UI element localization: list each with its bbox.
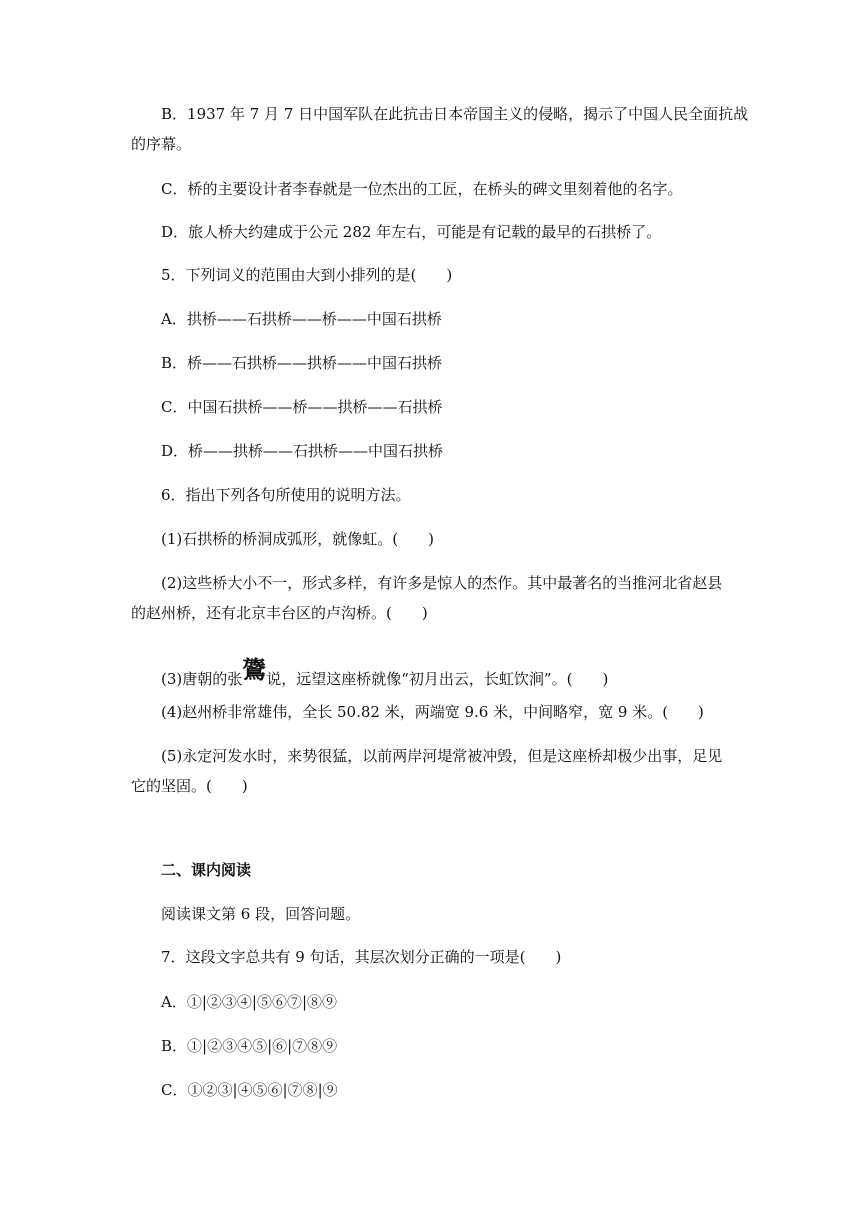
q5-option-b: B．桥——石拱桥——拱桥——中国石拱桥 xyxy=(161,354,443,372)
q6-item-4: (4)赵州桥非常雄伟，全长 50.82 米，两端宽 9.6 米，中间略窄，宽 9 米。( ) xyxy=(161,703,704,721)
q7-option-b: B．①|②③④⑤|⑥|⑦⑧⑨ xyxy=(161,1037,338,1055)
q4-option-b-line2: 的序幕。 xyxy=(131,135,192,153)
q5-option-d: D．桥——拱桥——石拱桥——中国石拱桥 xyxy=(161,442,444,460)
q4-option-b-line1: B．1937 年 7 月 7 日中国军队在此抗击日本帝国主义的侵略，揭示了中国人民全面抗战 xyxy=(161,105,749,123)
q6-item-5-line1: (5)永定河发水时，来势很猛，以前两岸河堤常被冲毁，但是这座桥却极少出事，足见 xyxy=(161,747,723,765)
section-heading: 二、课内阅读 xyxy=(161,861,252,879)
q6-item-2-line1: (2)这些桥大小不一，形式多样，有许多是惊人的杰作。其中最著名的当推河北省赵县 xyxy=(161,574,723,592)
q5-question: 5．下列词义的范围由大到小排列的是( ) xyxy=(161,266,453,284)
q5-option-a: A．拱桥——石拱桥——桥——中国石拱桥 xyxy=(161,310,442,328)
q4-option-d: D．旅人桥大约建成于公元 282 年左右，可能是有记载的最早的石拱桥了。 xyxy=(161,223,662,241)
q7-question: 7．这段文字总共有 9 句话，其层次划分正确的一项是( ) xyxy=(161,948,562,966)
reading-instruction: 阅读课文第 6 段，回答问题。 xyxy=(161,905,361,923)
q6-item-1: (1)石拱桥的桥洞成弧形，就像虹。( ) xyxy=(161,530,434,548)
q6-item-3 xyxy=(161,655,761,689)
q6-item-3-post: 说，远望这座桥就像“初月出云，长虹饮涧”。( ) xyxy=(266,670,609,688)
q6-item-2-line2: 的赵州桥，还有北京丰台区的卢沟桥。( ) xyxy=(131,604,428,622)
q7-option-c: C．①②③|④⑤⑥|⑦⑧|⑨ xyxy=(161,1081,338,1099)
q6-item-5-line2: 它的坚固。( ) xyxy=(131,777,248,795)
q7-option-a: A．①|②③④|⑤⑥⑦|⑧⑨ xyxy=(161,993,337,1011)
q6-item-3-char: 鷟 xyxy=(242,655,267,684)
q6-question: 6．指出下列各句所使用的说明方法。 xyxy=(161,486,411,504)
q4-option-c: C．桥的主要设计者李春就是一位杰出的工匠，在桥头的碑文里刻着他的名字。 xyxy=(161,180,683,198)
q5-option-c: C．中国石拱桥——桥——拱桥——石拱桥 xyxy=(161,398,443,416)
q6-item-3-pre: (3)唐朝的张 xyxy=(161,670,243,688)
